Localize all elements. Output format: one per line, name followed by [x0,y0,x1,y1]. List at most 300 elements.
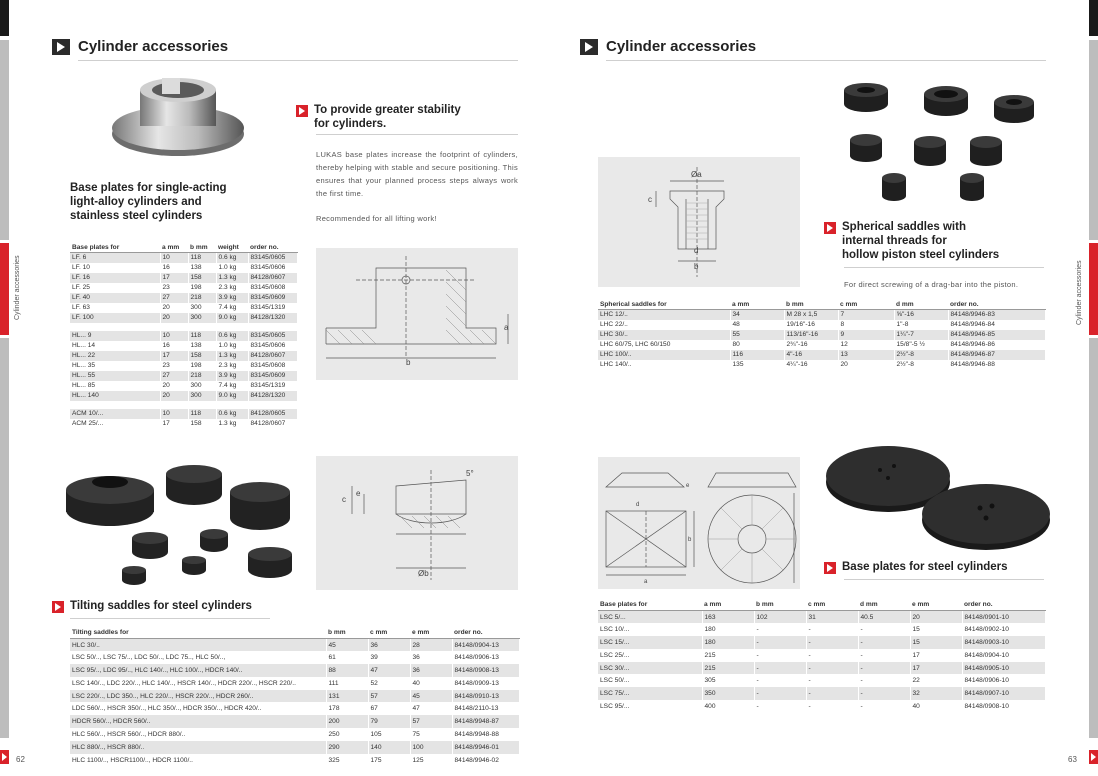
table-cell: 300 [188,303,216,313]
table-cell: 105 [368,728,410,741]
table-cell: LSC 10/... [598,623,702,636]
table-cell: LF. 6 [70,253,160,263]
table-cell: LSC 15/... [598,636,702,649]
base-plates-title: Base plates for single-acting light-alloy cylinders and stainless steel cylinders [70,182,227,222]
right-chapter-heading [580,38,756,55]
table-cell: 16 [160,263,188,273]
table-cell: 57 [410,715,452,728]
table-row [70,361,298,371]
table-cell: 215 [702,649,754,662]
chevron-right-icon [296,105,308,117]
table-cell: 45 [326,639,368,652]
steel-base-plate-drawing [598,457,800,589]
chapter-title: Cylinder accessories [606,38,757,55]
table-cell: 8 [838,320,894,330]
tilting-saddles-heading: Tilting saddles for steel cylinders [52,599,252,613]
table-row [70,664,520,677]
table-cell: 100 [410,741,452,754]
table-cell: LSC 30/... [598,662,702,675]
table-row [598,662,1046,675]
left-side-label: Cylinder accessories [14,255,21,320]
table-cell: 20 [838,360,894,370]
steel-base-plates-heading: Base plates for steel cylinders [824,560,1008,574]
table-cell: - [754,662,806,675]
table-cell: HL... 35 [70,361,160,371]
col-header: e mm [910,599,962,611]
table-cell: 9.0 kg [216,391,248,401]
table-cell: 57 [368,690,410,703]
table-cell: LHC 12/.. [598,310,730,320]
table-cell: 83145/0608 [248,283,298,293]
table-cell: - [806,700,858,713]
table-row [70,313,298,323]
table-cell: LHC 100/.. [598,350,730,360]
table-cell: 84148/0901-10 [962,611,1046,624]
table-row [598,340,1046,350]
table-row [598,330,1046,340]
table-row [70,371,298,381]
table-cell: 15/8"-5 ½ [894,340,948,350]
table-row [598,310,1046,320]
drawing-label: b [406,358,411,367]
table-cell: 83145/0605 [248,331,298,341]
table-cell: 118 [188,253,216,263]
drawing-label: b [694,262,699,271]
table-row [70,391,298,401]
table-cell: 84148/0906-10 [962,674,1046,687]
table-row [70,715,520,728]
spherical-subtitle: For direct screwing of a drag-bar into the piston. [844,280,1019,289]
table-cell: 84148/9946-88 [948,360,1046,370]
table-cell: - [858,636,910,649]
table-cell: 111 [326,677,368,690]
table-cell: 138 [188,341,216,351]
drawing-label: c [342,495,346,504]
chevron-right-icon [52,601,64,613]
table-cell: 7.4 kg [216,303,248,313]
table-cell: 55 [730,330,784,340]
drawing-label: e [686,483,690,489]
table-cell: 84148/9946-84 [948,320,1046,330]
table-cell: 1¼"-7 [894,330,948,340]
drawing-label: Øa [691,170,702,179]
col-header: a mm [160,243,188,253]
table-cell: 75 [410,728,452,741]
table-cell: 1"-8 [894,320,948,330]
tilting-saddle-drawing [316,456,518,590]
table-row [598,360,1046,370]
table-cell: HL... 9 [70,331,160,341]
table-cell: LSC 220/.., LDC 350.., HLC 220/.., HSCR 220/.., HDCR 260/.. [70,690,326,703]
table-cell: 80 [730,340,784,350]
table-cell: 305 [702,674,754,687]
table-cell: 84128/1320 [248,391,298,401]
table-row [598,611,1046,624]
tilting-saddles-table [70,627,520,766]
table-cell: 102 [754,611,806,624]
col-header: b mm [754,599,806,611]
table-cell: 84128/0607 [248,273,298,283]
table-cell: LDC 560/.., HSCR 350/.., HLC 350/.., HDCR 350/.., HDCR 420/.. [70,702,326,715]
drawing-label: b [688,537,692,543]
table-cell: 17 [910,649,962,662]
table-cell: LF. 63 [70,303,160,313]
table-cell: 3.9 kg [216,293,248,303]
table-cell: 1.3 kg [216,273,248,283]
table-row [598,350,1046,360]
table-cell: 27 [160,371,188,381]
table-cell: - [806,623,858,636]
table-cell: HL... 22 [70,351,160,361]
table-cell: - [754,649,806,662]
table-cell: 84148/0907-10 [962,687,1046,700]
table-cell: 9 [838,330,894,340]
table-cell: 27 [160,293,188,303]
table-cell: 36 [410,664,452,677]
table-row [70,303,298,313]
table-cell: 83145/1319 [248,381,298,391]
table-cell: 84148/0909-13 [452,677,520,690]
table-cell: 178 [326,702,368,715]
table-cell: HL... 140 [70,391,160,401]
table-cell: 84148/9946-83 [948,310,1046,320]
table-cell: 20 [160,381,188,391]
table-cell: 200 [326,715,368,728]
table-cell: 84148/0904-13 [452,639,520,652]
table-cell: 175 [368,754,410,767]
table-cell: 140 [368,741,410,754]
table-cell: 325 [326,754,368,767]
col-header: Base plates for [598,599,702,611]
table-row [70,728,520,741]
table-cell: 61 [326,651,368,664]
table-cell: 131 [326,690,368,703]
table-cell: - [754,674,806,687]
table-cell: 84148/0908-13 [452,664,520,677]
table-cell: 10 [160,253,188,263]
table-cell: 4¼"-16 [784,360,838,370]
steel-base-plates-photo [822,436,1052,554]
table-cell: 84148/9948-87 [452,715,520,728]
table-cell: 20 [160,313,188,323]
table-cell: - [806,674,858,687]
table-cell: 32 [910,687,962,700]
drawing-label: e [356,489,361,498]
table-cell: LHC 22/.. [598,320,730,330]
table-cell: 48 [730,320,784,330]
table-cell: 290 [326,741,368,754]
table-cell: 2.3 kg [216,283,248,293]
table-cell: 1.3 kg [216,351,248,361]
table-cell: 2½"-8 [894,350,948,360]
stability-note: Recommended for all lifting work! [316,214,437,223]
table-cell: 118 [188,331,216,341]
table-cell: 2¾"-16 [784,340,838,350]
table-cell: 36 [410,651,452,664]
table-row [70,677,520,690]
table-cell: 215 [702,662,754,675]
table-cell: 158 [188,351,216,361]
table-cell: 10 [160,331,188,341]
table-cell: 20 [160,391,188,401]
table-cell: 135 [730,360,784,370]
table-cell: 19/16"-16 [784,320,838,330]
right-corner-arrow-icon [1089,750,1098,764]
table-cell: 84148/0904-10 [962,649,1046,662]
col-header: c mm [368,627,410,639]
table-row [598,649,1046,662]
table-cell: 20 [160,303,188,313]
group-spacer [70,323,298,331]
table-cell: 83145/1319 [248,303,298,313]
table-cell: LSC 50/.., LSC 75/.., LDC 50/.., LDC 75.., HLC 50/.., [70,651,326,664]
table-cell: 20 [910,611,962,624]
table-row [70,690,520,703]
base-plates-table [70,243,298,429]
table-row [70,351,298,361]
table-cell: 7 [838,310,894,320]
table-row [70,651,520,664]
table-cell: 22 [910,674,962,687]
steel-base-plates-table [598,599,1046,713]
spherical-saddles-table [598,300,1046,370]
table-cell: 218 [188,293,216,303]
table-cell: ACM 10/... [70,409,160,419]
table-row [70,263,298,273]
col-header: weight [216,243,248,253]
table-cell: 23 [160,283,188,293]
section-rule [70,618,270,619]
table-cell: 0.6 kg [216,253,248,263]
table-cell: 3.9 kg [216,371,248,381]
table-row [70,253,298,263]
table-row [70,409,298,419]
table-cell: 84148/9948-88 [452,728,520,741]
table-cell: 9.0 kg [216,313,248,323]
table-cell: LHC 30/.. [598,330,730,340]
table-cell: 1.3 kg [216,419,248,429]
left-side-strip [0,0,9,776]
table-cell: 84148/9946-86 [948,340,1046,350]
table-cell: - [858,687,910,700]
stability-heading: To provide greater stability for cylinders. [296,103,461,131]
table-cell: - [806,636,858,649]
right-page-number: 63 [1068,755,1077,764]
table-cell: 400 [702,700,754,713]
table-cell: - [754,636,806,649]
table-cell: 158 [188,273,216,283]
table-cell: LHC 140/.. [598,360,730,370]
table-cell: LSC 75/... [598,687,702,700]
table-cell: 17 [910,662,962,675]
table-cell: - [806,662,858,675]
col-header: order no. [962,599,1046,611]
table-cell: LSC 50/... [598,674,702,687]
table-cell: LF. 40 [70,293,160,303]
col-header: c mm [838,300,894,310]
table-cell: 31 [806,611,858,624]
table-cell: 84148/0908-10 [962,700,1046,713]
table-cell: 47 [368,664,410,677]
table-row [70,381,298,391]
table-cell: LSC 95/... [598,700,702,713]
table-cell: 4"-16 [784,350,838,360]
table-cell: 116 [730,350,784,360]
table-cell: HLC 30/.. [70,639,326,652]
table-cell: HL... 14 [70,341,160,351]
table-cell: 158 [188,419,216,429]
table-cell: LF. 25 [70,283,160,293]
table-cell: 1.0 kg [216,341,248,351]
right-side-label: Cylinder accessories [1076,260,1083,325]
table-row [598,320,1046,330]
base-plate-photo [100,68,250,168]
table-cell: - [858,623,910,636]
table-cell: 36 [368,639,410,652]
table-cell: 83145/0606 [248,263,298,273]
table-cell: 180 [702,623,754,636]
table-cell: 83145/0608 [248,361,298,371]
spherical-saddle-drawing [598,157,800,287]
table-cell: 163 [702,611,754,624]
table-cell: 84148/9946-01 [452,741,520,754]
table-cell: 84148/9946-87 [948,350,1046,360]
spherical-saddles-photo [836,80,1050,208]
table-cell: 113/16"-16 [784,330,838,340]
table-row [70,273,298,283]
drawing-label: d [636,502,640,508]
table-cell: 12 [838,340,894,350]
left-chapter-heading [52,38,228,55]
table-cell: - [858,662,910,675]
chapter-rule [78,60,518,61]
table-cell: 52 [368,677,410,690]
table-cell: 84148/9946-85 [948,330,1046,340]
table-cell: - [858,700,910,713]
col-header: e mm [410,627,452,639]
table-cell: HLC 560/.., HSCR 560/.., HDCR 880/.. [70,728,326,741]
table-row [70,741,520,754]
table-row [70,331,298,341]
table-cell: 0.6 kg [216,331,248,341]
table-cell: 28 [410,639,452,652]
table-cell: 138 [188,263,216,273]
table-cell: 40 [410,677,452,690]
table-cell: 218 [188,371,216,381]
table-cell: 88 [326,664,368,677]
table-cell: 300 [188,391,216,401]
table-row [70,283,298,293]
table-cell: 84128/0607 [248,419,298,429]
table-cell: - [806,649,858,662]
table-cell: 13 [838,350,894,360]
col-header: b mm [188,243,216,253]
drawing-label: Øb [418,569,429,578]
table-cell: 180 [702,636,754,649]
col-header: Base plates for [70,243,160,253]
table-cell: 39 [368,651,410,664]
spherical-saddles-heading: Spherical saddles with internal threads for hollow piston steel cylinders [824,220,999,262]
table-cell: 84128/0605 [248,409,298,419]
table-row [70,293,298,303]
section-rule [316,134,518,135]
table-cell: 83145/0606 [248,341,298,351]
col-header: order no. [248,243,298,253]
table-cell: 45 [410,690,452,703]
col-header: order no. [452,627,520,639]
table-cell: 17 [160,273,188,283]
col-header: order no. [948,300,1046,310]
table-cell: HL... 85 [70,381,160,391]
stability-paragraph: LUKAS base plates increase the footprint of cylinders, thereby helping with stable and secure positioning. This ensures that your planned process steps always work the first time. [316,150,518,198]
table-cell: LF. 100 [70,313,160,323]
table-cell: 198 [188,361,216,371]
table-row [598,674,1046,687]
chevron-right-icon [824,562,836,574]
table-cell: 10 [160,409,188,419]
table-cell: 0.6 kg [216,409,248,419]
chevron-right-icon [824,222,836,234]
table-cell: 40.5 [858,611,910,624]
section-rule [844,579,1044,580]
table-cell: LSC 25/... [598,649,702,662]
table-cell: 83145/0609 [248,293,298,303]
table-row [70,341,298,351]
table-cell: 84128/1320 [248,313,298,323]
drawing-label: 5° [466,469,474,478]
col-header: c mm [806,599,858,611]
right-side-strip [1089,0,1098,776]
table-cell: - [858,649,910,662]
table-cell: LF. 10 [70,263,160,273]
table-cell: HL... 55 [70,371,160,381]
table-row [598,636,1046,649]
table-cell: 17 [160,419,188,429]
table-row [70,754,520,767]
col-header: Tilting saddles for [70,627,326,639]
table-cell: - [754,623,806,636]
table-cell: 118 [188,409,216,419]
table-cell: 40 [910,700,962,713]
table-cell: 2½"-8 [894,360,948,370]
table-cell: 67 [368,702,410,715]
table-cell: 23 [160,361,188,371]
drawing-label: c [648,195,652,204]
base-plate-drawing [316,248,518,380]
left-corner-arrow-icon [0,750,9,764]
table-cell: 7.4 kg [216,381,248,391]
drawing-label: d [694,246,699,255]
table-cell: 84148/2110-13 [452,702,520,715]
table-row [598,623,1046,636]
table-cell: LSC 5/... [598,611,702,624]
table-cell: 250 [326,728,368,741]
col-header: b mm [326,627,368,639]
table-cell: 300 [188,313,216,323]
table-cell: HLC 880/.., HSCR 880/.. [70,741,326,754]
drawing-label: a [504,323,509,332]
chevron-right-icon [52,39,70,55]
table-cell: - [754,700,806,713]
table-cell: 79 [368,715,410,728]
table-row [70,702,520,715]
table-cell: 17 [160,351,188,361]
table-cell: 125 [410,754,452,767]
table-cell: 84148/0910-13 [452,690,520,703]
table-cell: 16 [160,341,188,351]
group-spacer [70,401,298,409]
col-header: d mm [858,599,910,611]
